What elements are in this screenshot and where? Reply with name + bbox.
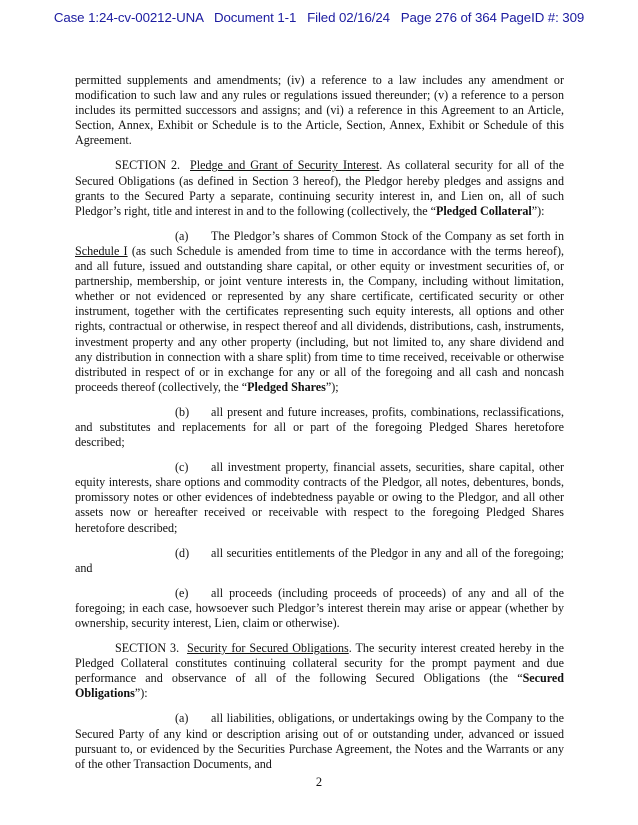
defined-term-pledged-shares: Pledged Shares	[247, 379, 326, 394]
section-3-label: SECTION 3.	[115, 641, 180, 656]
clause-2d: (d) all securities entitlements of the Pledgor in any and all of the foregoing; and	[75, 545, 564, 575]
clause-3a: (a) all liabilities, obligations, or undertakings owing by the Company to the Secured Party of any kind or description arising out of or outstanding under, advanced or issued pursuant to, or evidenced by the Securities Purchase Agreement, the Notes and the Warrants or any of the other Transaction Documents, and	[75, 711, 564, 771]
section-3-title: Security for Secured Obligations	[187, 641, 349, 656]
page-number: 2	[315, 775, 323, 789]
page-count: Page 276 of 364	[400, 10, 497, 25]
document-body	[75, 73, 564, 782]
section-3-paragraph: SECTION 3. Security for Secured Obligations. The security interest created hereby in the Pledged Collateral constitutes continuing collateral security for the prompt payment and due performance and observance of all of the following Secured Obligations (the “Secured Obligations”):	[75, 641, 564, 701]
clause-label: (e)	[175, 585, 189, 600]
clause-label: (d)	[175, 545, 190, 560]
clause-label: (c)	[175, 460, 189, 475]
clause-2e: (e) all proceeds (including proceeds of proceeds) of any and all of the foregoing; in each case, howsoever such Pledgor’s interest therein may arise or appear (whether by ownership, security interest, Lien, claim or otherwise).	[75, 585, 564, 630]
clause-2a: (a) The Pledgor’s shares of Common Stock of the Company as set forth in Schedule I (as such Schedule is amended from time to time in accordance with the terms hereof), and all future, issued and outstanding share capital, or other equity or investment securities of, or partnership, membership, or joint venture interests in, the Company, including without limitation, whether or not evidenced or represented by any share certificate, certificated security or other instrument, together with the certificates representing such equity interests, all options and other rights, contractual or otherwise, in respect thereof and all dividends, distributions, cash, instruments, investment property and any other property (including, but not limited to, any share dividend and any distribution in connection with a share split) from time to time received, receivable or otherwise distributed in respect of or in exchange for any or all of the foregoing and all cash and noncash proceeds thereof (collectively, the “Pledged Shares”);	[75, 228, 565, 394]
clause-label: (a)	[175, 228, 189, 243]
page-id: PageID #: 309	[500, 10, 585, 25]
clause-label: (a)	[175, 711, 189, 726]
clause-label: (b)	[175, 404, 190, 419]
section-2-label: SECTION 2.	[115, 158, 181, 173]
paragraph-definitions-continued: permitted supplements and amendments; (iv) a reference to a law includes any amendment or modification to such law and any rules or regulations issued thereunder; (v) a reference to a person includes its permitted successors and assigns; and (vi) a reference in this Agreement to an Article, Section, Annex, Exhibit or Schedule is to the Article, Section, Annex, Exhibit or Schedule of this Agreement.	[75, 73, 564, 148]
document-number: Document 1-1	[213, 10, 297, 25]
case-number: Case 1:24-cv-00212-UNA	[53, 10, 204, 25]
section-2-title: Pledge and Grant of Security Interest	[190, 158, 380, 173]
defined-term-pledged-collateral: Pledged Collateral	[436, 203, 532, 218]
clause-2c: (c) all investment property, financial assets, securities, share capital, other equity interests, share options and commodity contracts of the Pledgor, all notes, debentures, bonds, promissory notes or other evidences of indebtedness payable or owing to the Pledgor, and all other assets now or hereafter received or receivable with respect to the foregoing Pledged Shares heretofore described;	[75, 460, 564, 535]
defined-term-secured-obligations: Secured Obligations	[75, 671, 564, 701]
court-filing-header	[0, 10, 638, 25]
schedule-i-reference: Schedule I	[75, 243, 128, 258]
clause-2b: (b) all present and future increases, profits, combinations, reclassifications, and substitutes and replacements for all or part of the foregoing Pledged Shares heretofore described;	[75, 404, 564, 450]
section-2-paragraph: SECTION 2. Pledge and Grant of Security Interest. As collateral security for all of the Secured Obligations (as defined in Section 3 hereof), the Pledgor hereby pledges and assigns and grants to the Secured Party a separate, continuing security interest in, and Lien on, all of such Pledgor’s right, title and interest in and to the following (collectively, the “Pledged Collateral”):	[75, 158, 565, 218]
filed-date: Filed 02/16/24	[307, 10, 390, 25]
